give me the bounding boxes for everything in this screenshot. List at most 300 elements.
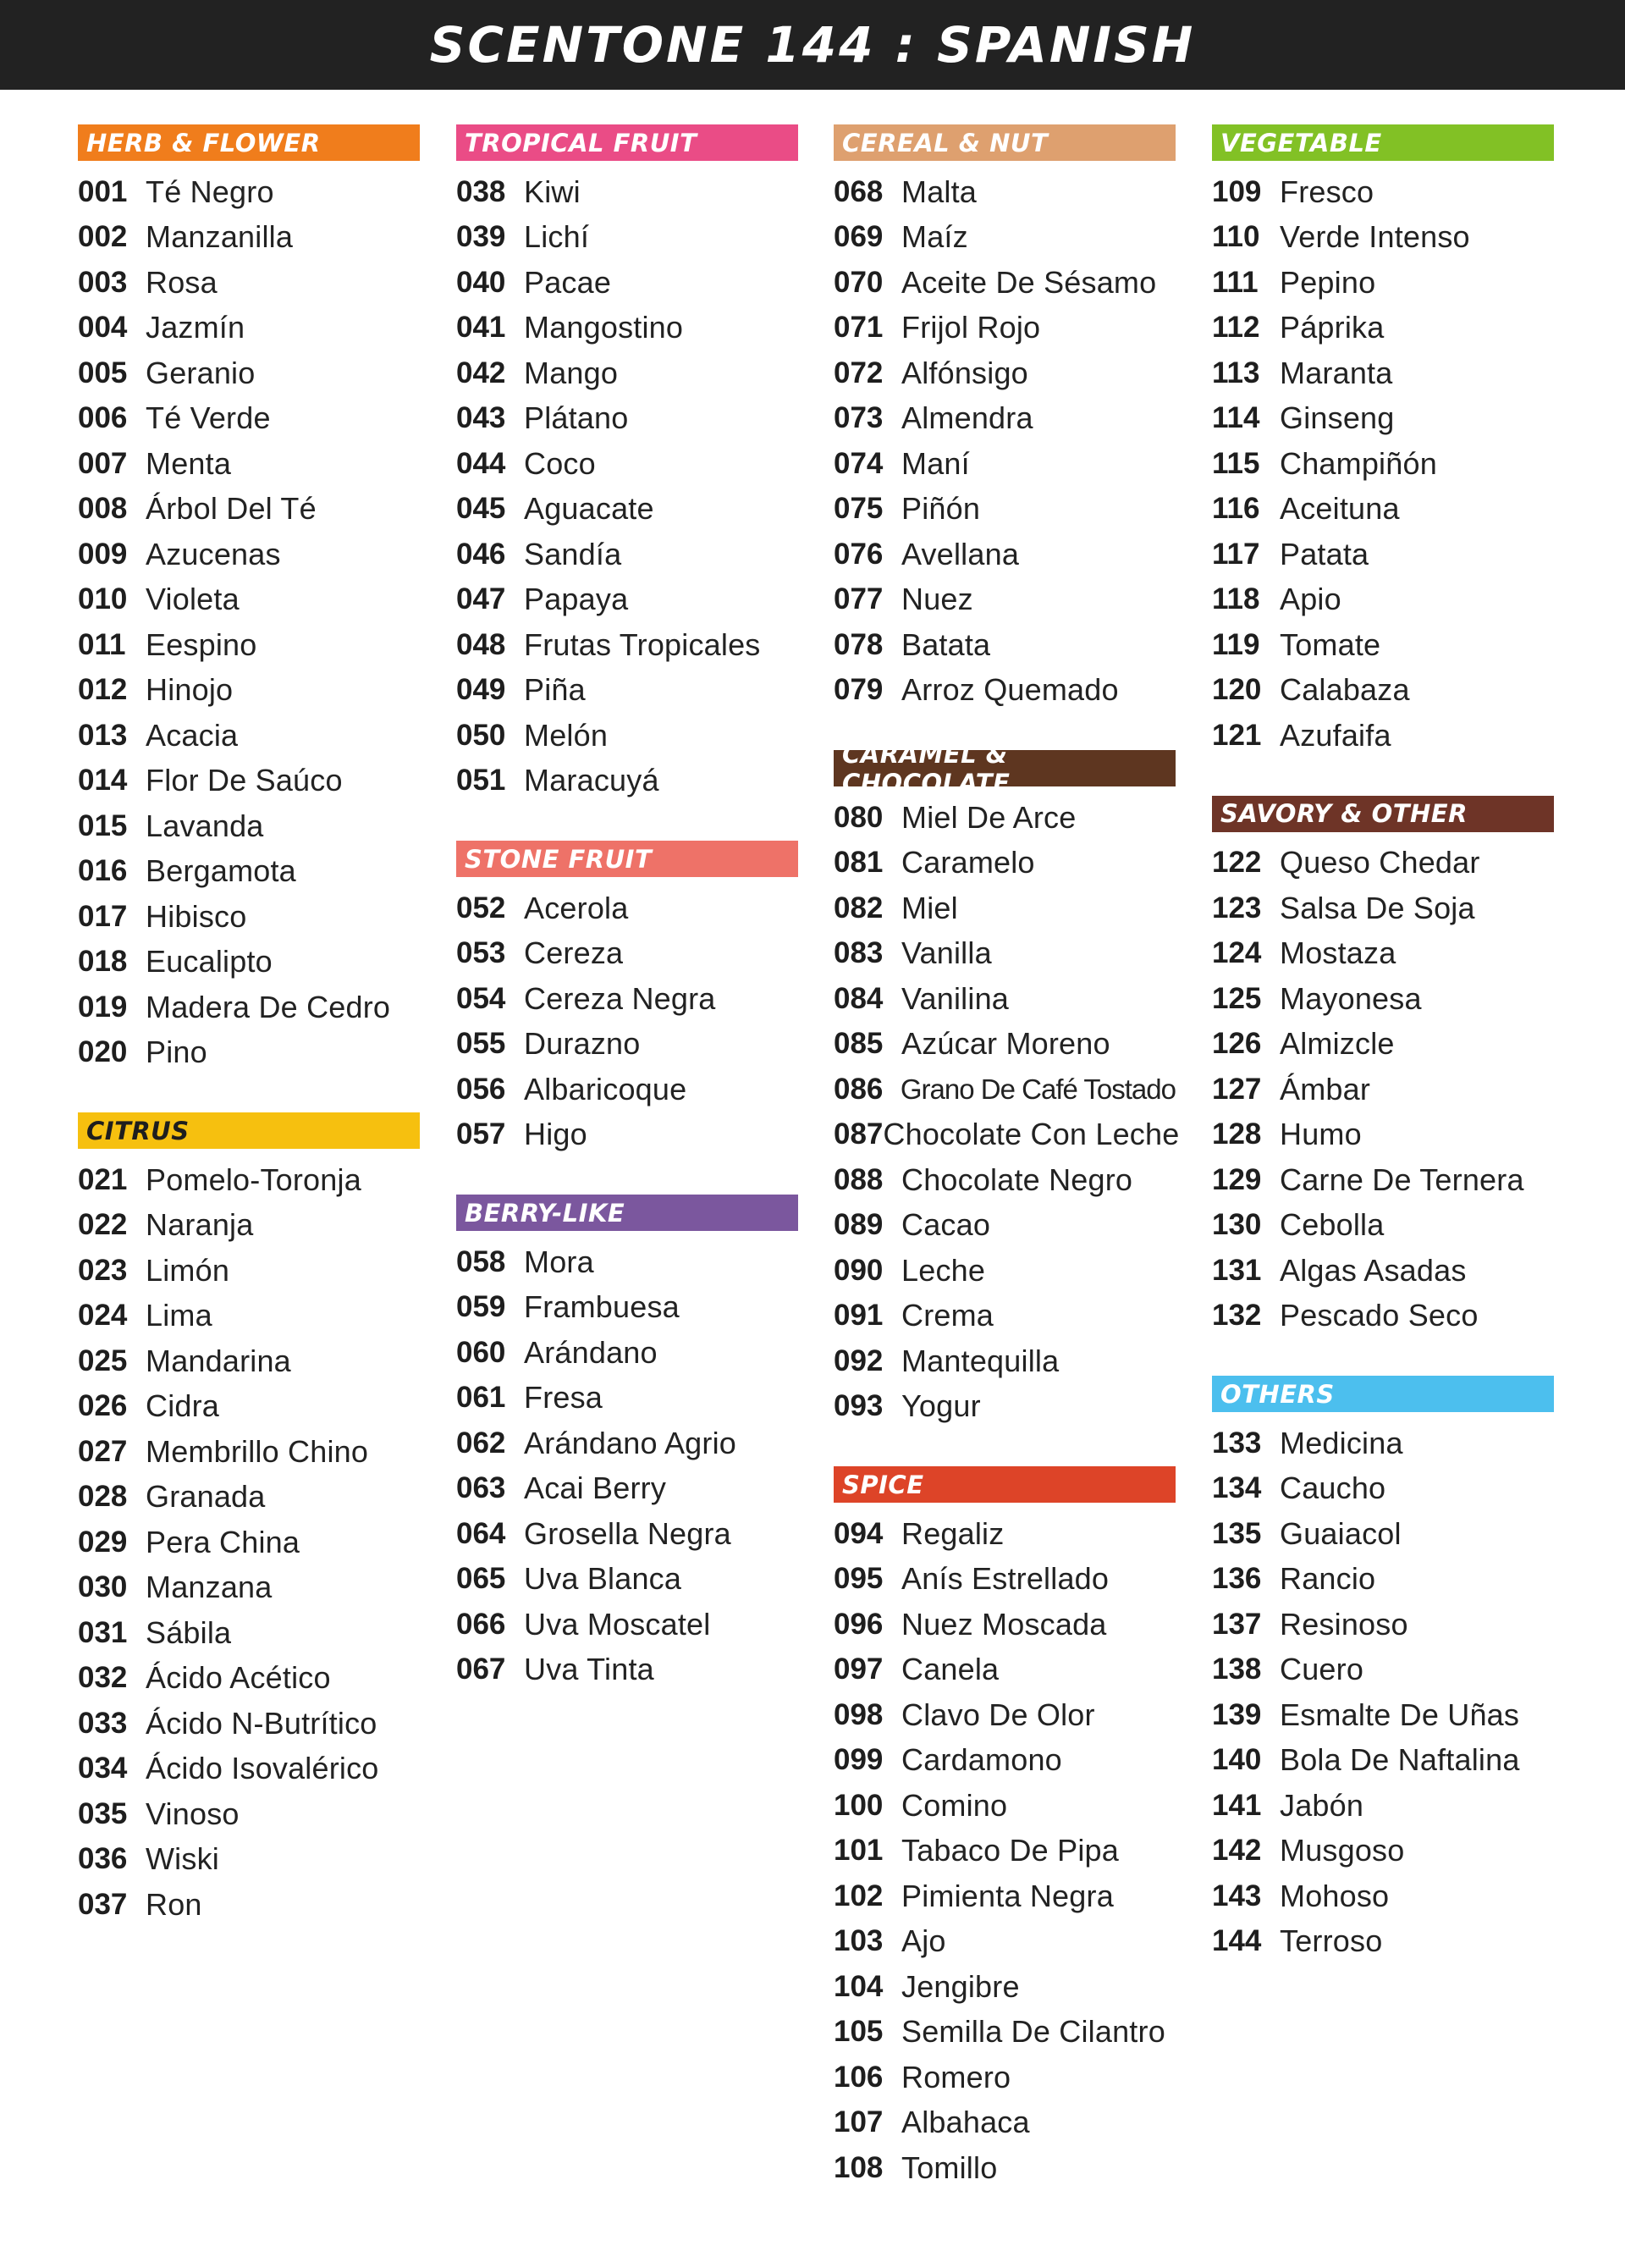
- scent-number: 061: [456, 1381, 506, 1415]
- scent-item: [456, 1330, 798, 1376]
- scent-name: Papaya: [524, 582, 629, 617]
- scent-item: [78, 1203, 420, 1249]
- scent-name: Terroso: [1280, 1923, 1383, 1959]
- scent-item: [1212, 886, 1554, 931]
- scent-name: Maracuyá: [524, 763, 659, 798]
- scent-item: [1212, 1557, 1554, 1603]
- scent-item: [456, 1112, 798, 1158]
- scent-number: 012: [78, 673, 128, 707]
- scent-item: [1212, 1511, 1554, 1557]
- scent-number: 044: [456, 446, 506, 480]
- scent-name: Páprika: [1280, 310, 1385, 345]
- scent-number: 028: [78, 1480, 128, 1514]
- scent-number: 054: [456, 981, 506, 1015]
- scent-item: [834, 1647, 1176, 1693]
- scent-item: [78, 1837, 420, 1883]
- scent-number: 139: [1212, 1697, 1262, 1731]
- scent-number: 060: [456, 1335, 506, 1369]
- scent-item: [456, 622, 798, 668]
- scent-name: Medicina: [1280, 1425, 1403, 1460]
- scent-number: 029: [78, 1525, 128, 1559]
- scent-number: 021: [78, 1162, 128, 1196]
- scent-item: [456, 1285, 798, 1331]
- scent-name: Maranta: [1280, 355, 1393, 390]
- scent-item: [834, 1338, 1176, 1384]
- scent-item: [1212, 1783, 1554, 1829]
- scent-item: [834, 1384, 1176, 1430]
- scent-number: 056: [456, 1072, 506, 1106]
- scent-item: [78, 1656, 420, 1702]
- scent-item: [456, 713, 798, 759]
- scent-number: 132: [1212, 1299, 1262, 1333]
- scent-number: 062: [456, 1426, 506, 1460]
- scent-number: 011: [78, 627, 126, 661]
- scent-name: Pomelo-Toronja: [146, 1162, 361, 1197]
- scent-number: 090: [834, 1253, 884, 1287]
- scent-number: 051: [456, 764, 506, 797]
- scent-item: [834, 350, 1176, 396]
- scent-item: [78, 1565, 420, 1611]
- scent-number: 055: [456, 1027, 506, 1061]
- scent-number: 140: [1212, 1743, 1262, 1777]
- scent-number: 110: [1212, 220, 1260, 254]
- scent-number: 038: [456, 174, 506, 208]
- scent-name: Cereza: [524, 935, 624, 971]
- scent-item: [78, 1791, 420, 1837]
- scent-name: Maíz: [901, 219, 968, 255]
- scent-number: 094: [834, 1516, 884, 1550]
- scent-number: 144: [1212, 1924, 1262, 1958]
- scent-name: Anís Estrellado: [901, 1561, 1110, 1597]
- scent-item: [456, 169, 798, 215]
- category-herb-and-flower: [78, 124, 420, 1075]
- scent-item: [78, 1248, 420, 1294]
- scent-name: Mostaza: [1280, 935, 1396, 971]
- scent-name: Ajo: [901, 1923, 946, 1959]
- scent-item: [456, 306, 798, 351]
- scent-number: 097: [834, 1653, 884, 1686]
- scent-number: 072: [834, 356, 884, 389]
- scent-item: [78, 1338, 420, 1384]
- scent-number: 130: [1212, 1208, 1262, 1242]
- scent-item: [834, 2010, 1176, 2056]
- scent-item: [1212, 1919, 1554, 1965]
- scent-item: [78, 396, 420, 442]
- scent-number: 045: [456, 492, 506, 526]
- scent-name: Aceite De Sésamo: [901, 264, 1157, 300]
- scent-item: [834, 1873, 1176, 1919]
- scent-number: 007: [78, 446, 128, 480]
- scent-number: 111: [1212, 265, 1259, 299]
- scent-number: 070: [834, 265, 884, 299]
- scent-item: [834, 841, 1176, 886]
- scent-number: 066: [456, 1607, 506, 1641]
- scent-name: Vanilina: [901, 980, 1010, 1016]
- scent-name: Caramelo: [901, 845, 1035, 880]
- scent-name: Algas Asadas: [1280, 1252, 1467, 1288]
- scent-item: [78, 1384, 420, 1430]
- scent-item: [834, 1602, 1176, 1647]
- scent-item: [834, 2055, 1176, 2100]
- scent-item: [78, 577, 420, 623]
- scent-number: 107: [834, 2105, 884, 2139]
- scent-number: 036: [78, 1842, 128, 1876]
- scent-name: Ámbar: [1280, 1071, 1371, 1106]
- scent-number: 106: [834, 2060, 884, 2094]
- scent-number: 134: [1212, 1471, 1262, 1505]
- scent-name: Bergamota: [146, 853, 296, 889]
- scent-item: [834, 1557, 1176, 1603]
- category-header: OTHERS: [1212, 1376, 1554, 1412]
- scent-number: 122: [1212, 846, 1262, 880]
- category-cereal-and-nut: [834, 124, 1176, 713]
- scent-item: [78, 1475, 420, 1520]
- column-3: [834, 124, 1180, 2191]
- scent-item: [78, 350, 420, 396]
- scent-name: Geranio: [146, 355, 256, 390]
- scent-number: 118: [1212, 582, 1260, 616]
- scent-name: Canela: [901, 1652, 1000, 1687]
- scent-item: [834, 1829, 1176, 1874]
- scent-item: [1212, 350, 1554, 396]
- scent-name: Fresa: [524, 1380, 603, 1415]
- scent-number: 042: [456, 356, 506, 389]
- scent-name: Rancio: [1280, 1561, 1376, 1597]
- scent-name: Menta: [146, 445, 232, 481]
- category-header: CARAMEL & CHOCOLATE: [834, 750, 1176, 786]
- scent-name: Lima: [146, 1298, 212, 1333]
- scent-name: Limón: [146, 1252, 230, 1288]
- scent-name: Pimienta Negra: [901, 1878, 1114, 1913]
- scent-item: [1212, 622, 1554, 668]
- scent-number: 031: [78, 1615, 128, 1649]
- category-header: TROPICAL FRUIT: [456, 124, 798, 161]
- category-stone-fruit: [456, 841, 798, 1157]
- scent-item: [834, 1964, 1176, 2010]
- scent-name: Mango: [524, 355, 619, 390]
- column-1: [78, 124, 420, 1928]
- scent-item: [834, 169, 1176, 215]
- scent-number: 023: [78, 1253, 128, 1287]
- scent-name: Sandía: [524, 536, 622, 571]
- scent-number: 112: [1212, 311, 1260, 345]
- scent-number: 035: [78, 1796, 128, 1830]
- scent-item: [1212, 487, 1554, 533]
- scent-name: Lichí: [524, 219, 590, 255]
- scent-item: [456, 532, 798, 577]
- scent-number: 024: [78, 1299, 128, 1333]
- scent-number: 087: [834, 1117, 884, 1151]
- scent-number: 096: [834, 1607, 884, 1641]
- scent-number: 069: [834, 220, 884, 254]
- scent-name: Hibisco: [146, 898, 247, 934]
- scent-item: [1212, 306, 1554, 351]
- scent-item: [834, 2100, 1176, 2146]
- scent-item: [1212, 1248, 1554, 1294]
- category-vegetable: [1212, 124, 1554, 759]
- scent-number: 093: [834, 1389, 884, 1423]
- scent-name: Piñón: [901, 491, 981, 527]
- scent-number: 033: [78, 1706, 128, 1740]
- scent-name: Pescado Seco: [1280, 1298, 1479, 1333]
- scent-item: [456, 1067, 798, 1112]
- scent-number: 081: [834, 846, 884, 880]
- scent-item: [78, 1701, 420, 1747]
- scent-name: Sábila: [146, 1614, 232, 1650]
- scent-item: [78, 1882, 420, 1928]
- scent-name: Fresco: [1280, 174, 1374, 209]
- scent-number: 022: [78, 1208, 128, 1242]
- scent-number: 099: [834, 1743, 884, 1777]
- scent-name: Manzanilla: [146, 219, 294, 255]
- scent-name: Azúcar Moreno: [901, 1026, 1110, 1062]
- category-header: CEREAL & NUT: [834, 124, 1176, 161]
- scent-number: 071: [834, 311, 884, 345]
- scent-number: 005: [78, 356, 128, 389]
- scent-name: Piña: [524, 672, 586, 708]
- scent-number: 100: [834, 1788, 884, 1822]
- scent-number: 076: [834, 537, 884, 571]
- scent-number: 020: [78, 1035, 128, 1069]
- scent-name: Arroz Quemado: [901, 672, 1119, 708]
- scent-name: Eucalipto: [146, 944, 273, 979]
- scent-name: Higo: [524, 1117, 587, 1152]
- scent-name: Clavo De Olor: [901, 1697, 1095, 1732]
- scent-item: [1212, 215, 1554, 261]
- scent-name: Chocolate Negro: [901, 1162, 1133, 1197]
- scent-name: Wiski: [146, 1841, 219, 1877]
- scent-number: 104: [834, 1969, 884, 2003]
- scent-number: 075: [834, 492, 884, 526]
- scent-name: Salsa De Soja: [1280, 890, 1475, 925]
- scent-number: 077: [834, 582, 884, 616]
- scent-item: [78, 1429, 420, 1475]
- scent-name: Árbol Del Té: [146, 491, 317, 527]
- scent-item: [834, 532, 1176, 577]
- scent-name: Verde Intenso: [1280, 219, 1470, 255]
- scent-name: Resinoso: [1280, 1606, 1408, 1642]
- scent-number: 050: [456, 718, 506, 752]
- scent-number: 142: [1212, 1834, 1262, 1868]
- scent-number: 006: [78, 401, 128, 435]
- scent-name: Manzana: [146, 1570, 273, 1605]
- scent-name: Ácido N-Butrítico: [146, 1705, 377, 1741]
- scent-item: [1212, 841, 1554, 886]
- scent-item: [78, 940, 420, 985]
- scent-name: Durazno: [524, 1026, 641, 1062]
- category-citrus: [78, 1112, 420, 1928]
- scent-number: 013: [78, 718, 128, 752]
- scent-number: 048: [456, 627, 506, 661]
- scent-name: Jazmín: [146, 310, 245, 345]
- scent-name: Semilla De Cilantro: [901, 2014, 1165, 2050]
- scent-name: Grano De Café Tostado: [900, 1073, 1176, 1105]
- scent-number: 102: [834, 1879, 884, 1912]
- scent-item: [834, 1157, 1176, 1203]
- scent-number: 083: [834, 936, 884, 970]
- scent-name: Flor De Saúco: [146, 763, 343, 798]
- scent-number: 127: [1212, 1072, 1262, 1106]
- scent-number: 063: [456, 1471, 506, 1505]
- scent-item: [834, 487, 1176, 533]
- scent-name: Hinojo: [146, 672, 234, 708]
- scent-name: Nuez: [901, 582, 973, 617]
- scent-number: 015: [78, 808, 128, 842]
- category-header: VEGETABLE: [1212, 124, 1554, 161]
- scent-item: [78, 849, 420, 895]
- scent-number: 086: [834, 1072, 884, 1106]
- scent-item: [456, 396, 798, 442]
- scent-number: 034: [78, 1752, 128, 1785]
- scent-item: [78, 1294, 420, 1339]
- scent-number: 026: [78, 1389, 128, 1423]
- scent-item: [78, 894, 420, 940]
- scent-number: 109: [1212, 174, 1262, 208]
- scent-number: 053: [456, 936, 506, 970]
- scent-name: Musgoso: [1280, 1833, 1405, 1868]
- scent-item: [456, 441, 798, 487]
- scent-item: [456, 1376, 798, 1421]
- scent-item: [78, 1030, 420, 1076]
- category-savory-and-other: [1212, 796, 1554, 1339]
- scent-name: Tabaco De Pipa: [901, 1833, 1119, 1868]
- scent-item: [834, 441, 1176, 487]
- scent-item: [1212, 577, 1554, 623]
- scent-number: 126: [1212, 1027, 1262, 1061]
- scent-item: [834, 795, 1176, 841]
- category-header: CITRUS: [78, 1112, 420, 1149]
- scent-name: Uva Tinta: [524, 1652, 654, 1687]
- scent-item: [78, 1157, 420, 1203]
- scent-item: [78, 803, 420, 849]
- scent-name: Acacia: [146, 717, 239, 753]
- scent-name: Eespino: [146, 626, 257, 662]
- scent-number: 037: [78, 1887, 128, 1921]
- scent-item: [78, 759, 420, 804]
- scent-item: [834, 1692, 1176, 1738]
- scent-number: 016: [78, 854, 128, 888]
- scent-name: Grosella Negra: [524, 1515, 731, 1551]
- scent-number: 040: [456, 265, 506, 299]
- scent-item: [456, 1022, 798, 1068]
- category-header: STONE FRUIT: [456, 841, 798, 877]
- scent-number: 119: [1212, 627, 1260, 661]
- scent-item: [78, 169, 420, 215]
- scent-item: [78, 215, 420, 261]
- scent-name: Esmalte De Uñas: [1280, 1697, 1520, 1732]
- scent-name: Patata: [1280, 536, 1369, 571]
- scent-item: [456, 976, 798, 1022]
- scent-number: 014: [78, 764, 128, 797]
- scent-number: 120: [1212, 673, 1262, 707]
- scent-number: 084: [834, 981, 884, 1015]
- scent-name: Vanilla: [901, 935, 992, 971]
- scent-number: 078: [834, 627, 884, 661]
- scent-item: [456, 931, 798, 977]
- scent-item: [456, 886, 798, 931]
- scent-name: Crema: [901, 1298, 994, 1333]
- scent-item: [456, 1511, 798, 1557]
- scent-number: 080: [834, 800, 884, 834]
- scent-name: Rosa: [146, 264, 218, 300]
- scent-name: Ácido Isovalérico: [146, 1751, 379, 1786]
- category-others: [1212, 1376, 1554, 1964]
- scent-name: Mohoso: [1280, 1878, 1390, 1913]
- scent-name: Calabaza: [1280, 672, 1410, 708]
- scent-number: 129: [1212, 1162, 1262, 1196]
- scent-name: Avellana: [901, 536, 1020, 571]
- scent-item: [1212, 1157, 1554, 1203]
- scent-item: [456, 1421, 798, 1466]
- scent-number: 136: [1212, 1562, 1262, 1596]
- scent-name: Humo: [1280, 1117, 1362, 1152]
- scent-number: 092: [834, 1344, 884, 1377]
- scent-name: Azufaifa: [1280, 717, 1391, 753]
- scent-number: 141: [1212, 1788, 1262, 1822]
- scent-name: Cacao: [901, 1207, 991, 1243]
- scent-item: [1212, 1466, 1554, 1512]
- scent-name: Queso Chedar: [1280, 845, 1480, 880]
- scent-name: Naranja: [146, 1207, 254, 1243]
- scent-name: Frijol Rojo: [901, 310, 1041, 345]
- scent-name: Alfónsigo: [901, 355, 1028, 390]
- scent-name: Mandarina: [146, 1343, 291, 1378]
- scent-name: Jengibre: [901, 1968, 1020, 2004]
- category-header: SAVORY & OTHER: [1212, 796, 1554, 832]
- scent-name: Frambuesa: [524, 1289, 680, 1325]
- scent-number: 018: [78, 945, 128, 979]
- scent-number: 039: [456, 220, 506, 254]
- scent-number: 025: [78, 1344, 128, 1377]
- scent-number: 009: [78, 537, 128, 571]
- scent-name: Yogur: [901, 1388, 981, 1424]
- scent-item: [78, 487, 420, 533]
- scent-item: [456, 1239, 798, 1285]
- scent-number: 085: [834, 1027, 884, 1061]
- scent-item: [1212, 1022, 1554, 1068]
- scent-number: 114: [1212, 401, 1260, 435]
- scent-item: [1212, 1203, 1554, 1249]
- scent-number: 116: [1212, 492, 1260, 526]
- scent-name: Granada: [146, 1479, 266, 1515]
- scent-item: [1212, 1112, 1554, 1158]
- scent-item: [834, 1783, 1176, 1829]
- scent-item: [1212, 532, 1554, 577]
- scent-number: 058: [456, 1244, 506, 1278]
- scent-name: Ácido Acético: [146, 1660, 331, 1696]
- scent-item: [78, 713, 420, 759]
- scent-name: Batata: [901, 626, 991, 662]
- scent-item: [1212, 169, 1554, 215]
- scent-item: [834, 1203, 1176, 1249]
- scent-item: [456, 215, 798, 261]
- scent-item: [1212, 1294, 1554, 1339]
- scent-number: 041: [456, 311, 506, 345]
- scent-name: Mangostino: [524, 310, 684, 345]
- scent-number: 117: [1212, 537, 1260, 571]
- scent-number: 049: [456, 673, 506, 707]
- scent-item: [1212, 713, 1554, 759]
- scent-name: Uva Blanca: [524, 1561, 682, 1597]
- scent-item: [456, 350, 798, 396]
- scent-number: 059: [456, 1290, 506, 1324]
- title-bar: [0, 0, 1625, 90]
- scent-name: Pino: [146, 1035, 207, 1070]
- scent-name: Maní: [901, 445, 970, 481]
- scent-number: 019: [78, 990, 128, 1024]
- scent-name: Pacae: [524, 264, 612, 300]
- scent-name: Champiñón: [1280, 445, 1437, 481]
